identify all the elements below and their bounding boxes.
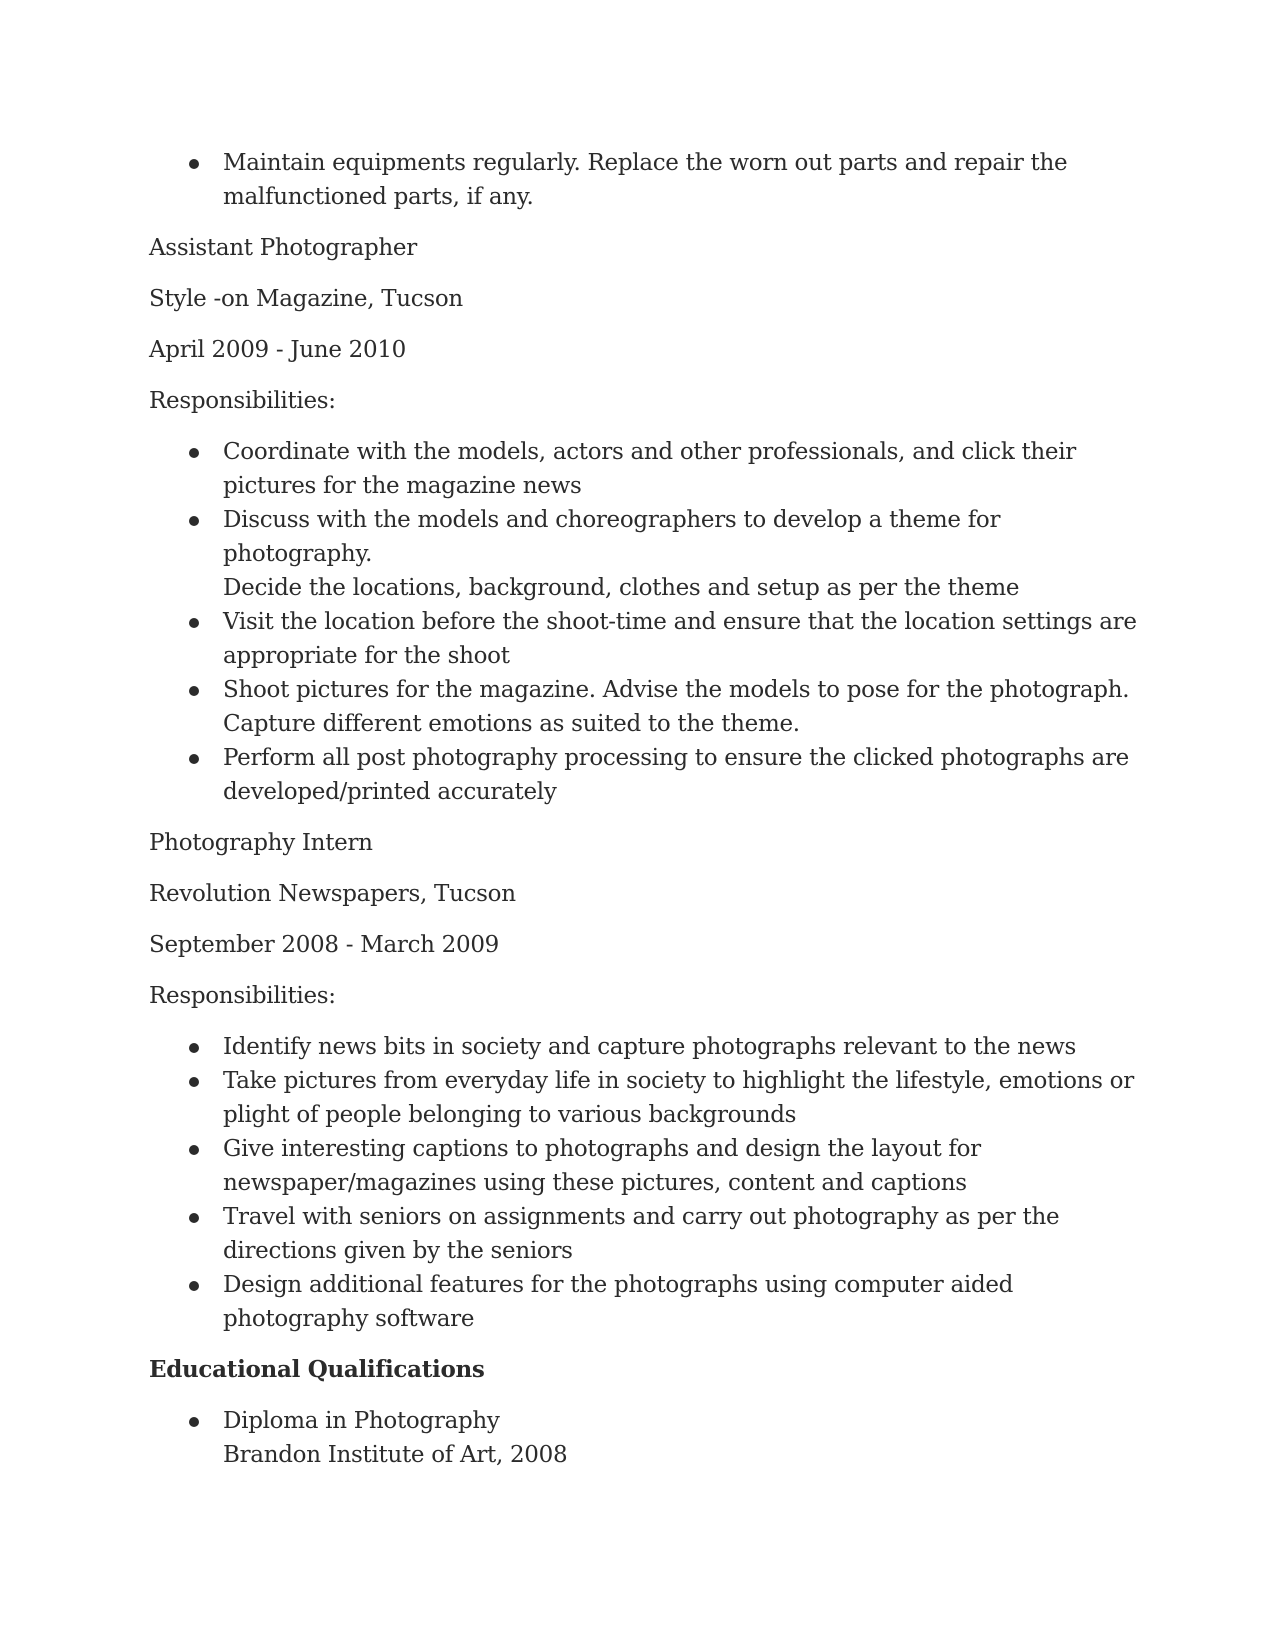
list-item: Coordinate with the models, actors and other professionals, and click their pictures for the magazine news (149, 435, 1139, 503)
responsibilities-label: Responsibilities: (149, 983, 336, 1009)
job-dates: September 2008 - March 2009 (149, 932, 500, 958)
list-item: Shoot pictures for the magazine. Advise the models to pose for the photograph. Capture different emotions as suited to the theme. (149, 673, 1139, 741)
list-item: Diploma in Photography Brandon Institute of Art, 2008 (149, 1404, 1139, 1472)
list-item: Discuss with the models and choreographers to develop a theme for photography. Decide the locations, background, clothes and setup as per the theme (149, 503, 1139, 605)
list-item: Perform all post photography processing to ensure the clicked photographs are developed/printed accurately (149, 741, 1139, 809)
job-title: Photography Intern (149, 830, 373, 856)
bullet-icon (189, 1213, 199, 1223)
job-company: Revolution Newspapers, Tucson (149, 881, 516, 907)
bullet-icon (189, 516, 199, 526)
bullet-icon (189, 1417, 199, 1427)
job-title: Assistant Photographer (149, 235, 417, 261)
list-item: Give interesting captions to photographs and design the layout for newspaper/magazines using these pictures, content and captions (149, 1132, 1139, 1200)
job-company: Style -on Magazine, Tucson (149, 286, 463, 312)
bullet-icon (189, 1145, 199, 1155)
list-item: Maintain equipments regularly. Replace the worn out parts and repair the malfunctioned parts, if any. (149, 146, 1139, 214)
list-item: Take pictures from everyday life in society to highlight the lifestyle, emotions or plight of people belonging to various backgrounds (149, 1064, 1139, 1132)
bullet-icon (189, 618, 199, 628)
bullet-icon (189, 159, 199, 169)
responsibilities-label: Responsibilities: (149, 388, 336, 414)
bullet-icon (189, 1281, 199, 1291)
list-item: Design additional features for the photographs using computer aided photography software (149, 1268, 1139, 1336)
list-item: Identify news bits in society and capture photographs relevant to the news (149, 1030, 1139, 1064)
job-dates: April 2009 - June 2010 (149, 337, 406, 363)
photography-intern-responsibilities (149, 1030, 1139, 1336)
previous-job-responsibilities (149, 146, 1139, 214)
bullet-icon (189, 754, 199, 764)
section-heading-education: Educational Qualifications (149, 1356, 485, 1383)
bullet-icon (189, 686, 199, 696)
resume-content (149, 146, 1139, 1489)
bullet-icon (189, 1077, 199, 1087)
bullet-icon (189, 448, 199, 458)
list-item: Travel with seniors on assignments and carry out photography as per the directions given by the seniors (149, 1200, 1139, 1268)
assistant-photographer-responsibilities (149, 435, 1139, 809)
education-list (149, 1404, 1139, 1472)
list-item: Visit the location before the shoot-time and ensure that the location settings are appropriate for the shoot (149, 605, 1139, 673)
bullet-icon (189, 1043, 199, 1053)
